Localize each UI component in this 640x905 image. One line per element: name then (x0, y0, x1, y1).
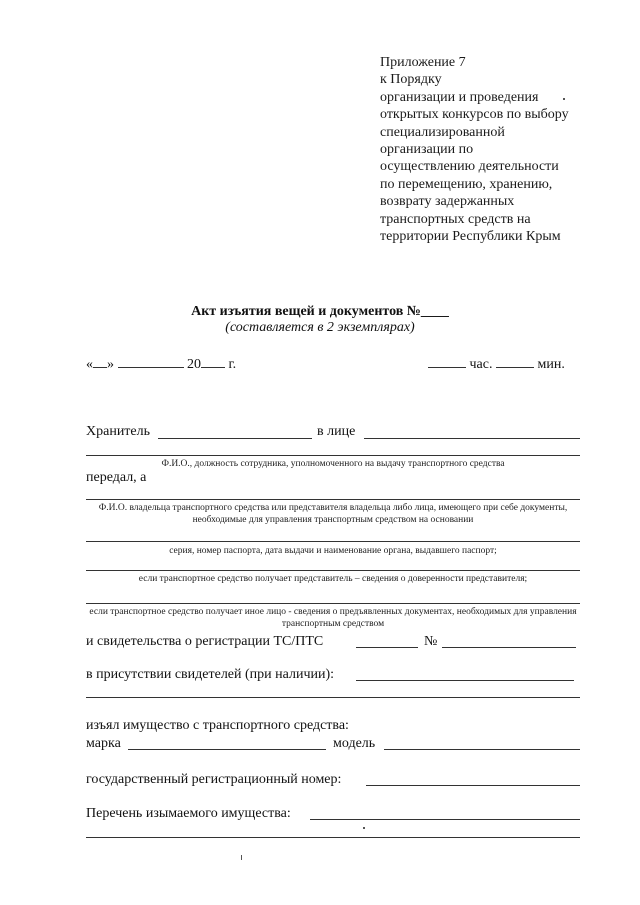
custodian-blank[interactable] (158, 438, 312, 439)
appendix-line: открытых конкурсов по выбору (380, 107, 569, 123)
inventory-line-2[interactable] (86, 837, 580, 838)
appendix-line: к Порядку (380, 72, 442, 88)
brand-label: марка (86, 736, 121, 751)
scan-speck (363, 827, 365, 829)
appendix-line: возврату задержанных (380, 194, 515, 210)
appendix-line: осуществлению деятельности (380, 159, 559, 175)
custodian-label: Хранитель (86, 424, 151, 439)
passport-caption: серия, номер паспорта, дата выдачи и наименование органа, выдавшего паспорт; (169, 546, 497, 556)
appendix-line: территории Республики Крым (380, 229, 561, 245)
quote-close: » (107, 357, 114, 372)
number-sign: № (424, 634, 438, 649)
custodian-caption: Ф.И.О., должность сотрудника, уполномоченного на выдачу транспортного средства (161, 459, 505, 469)
witnesses-extra-line[interactable] (86, 697, 580, 698)
minute-label: мин. (537, 357, 565, 372)
appendix-line: транспортных средств на (380, 211, 531, 227)
month-blank[interactable] (118, 354, 184, 368)
year-blank[interactable] (201, 354, 225, 368)
representative-caption: если транспортное средство получает представитель – сведения о доверенности представителя; (138, 574, 528, 584)
witnesses-blank[interactable] (356, 680, 574, 681)
scan-speck (241, 855, 242, 860)
document-subtitle: (составляется в 2 экземплярах) (225, 320, 415, 335)
time-field[interactable] (428, 354, 565, 373)
plate-blank[interactable] (366, 785, 580, 786)
registration-type-blank[interactable] (356, 647, 418, 648)
minute-blank[interactable] (496, 354, 534, 368)
registration-number-blank[interactable] (442, 647, 576, 648)
scan-speck (563, 98, 565, 100)
appendix-block (380, 54, 569, 245)
in-person-label: в лице (317, 424, 356, 439)
transfer-blank[interactable] (86, 499, 580, 500)
seized-label: изъял имущество с транспортного средства: (86, 718, 349, 733)
year-prefix: 20 (187, 357, 201, 372)
witnesses-label: в присутствии свидетелей (при наличии): (86, 667, 335, 682)
year-suffix: г. (228, 357, 237, 372)
document-title: Акт изъятия вещей и документов №____ (191, 304, 449, 319)
appendix-line: организации и проведения (380, 89, 539, 105)
model-blank[interactable] (384, 749, 580, 750)
inventory-label: Перечень изымаемого имущества: (86, 806, 291, 821)
quote-open: « (86, 357, 93, 372)
custodian-extra-line[interactable] (86, 455, 580, 456)
other-person-caption: если транспортное средство получает иное лицо - сведения о предъявленных документах, необходимых для управления транспортным средством (89, 607, 577, 629)
date-field[interactable] (86, 354, 236, 373)
model-label: модель (333, 736, 376, 751)
document-basis-blank[interactable] (86, 541, 580, 542)
passport-blank[interactable] (86, 570, 580, 571)
inventory-blank[interactable] (310, 819, 580, 820)
appendix-line: специализированной (380, 124, 505, 140)
brand-blank[interactable] (128, 749, 326, 750)
appendix-line: по перемещению, хранению, (380, 176, 553, 192)
hour-blank[interactable] (428, 354, 466, 368)
day-blank[interactable] (93, 354, 107, 368)
hour-label: час. (469, 357, 493, 372)
appendix-line: Приложение 7 (380, 55, 466, 70)
plate-label: государственный регистрационный номер: (86, 772, 342, 787)
transfer-caption: Ф.И.О. владельца транспортного средства или представителя владельца либо лица, имеющего при себе документы, необходимые для управления транспортным средством на основании (98, 503, 568, 525)
transfer-label: передал, а (86, 470, 147, 485)
registration-label: и свидетельства о регистрации ТС/ПТС (86, 634, 324, 649)
appendix-line: организации по (380, 142, 474, 158)
custodian-person-blank[interactable] (364, 438, 580, 439)
representative-blank[interactable] (86, 603, 580, 604)
